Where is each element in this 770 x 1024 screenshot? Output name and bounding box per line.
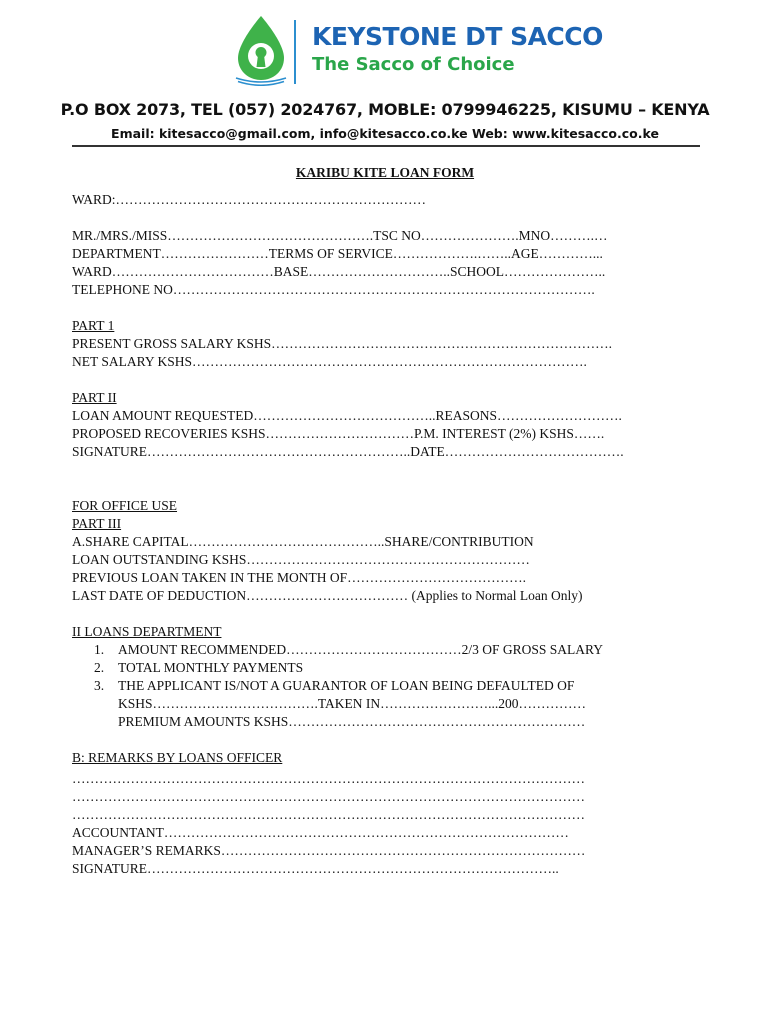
loan-outstanding-field: LOAN OUTSTANDING KSHS……………………………………………………… bbox=[72, 552, 530, 567]
form-title: KARIBU KITE LOAN FORM bbox=[295, 165, 475, 180]
signature-date-field: SIGNATURE…………………………………………………..DATE…………………………………. bbox=[72, 444, 624, 459]
premium-amounts-field: PREMIUM AMOUNTS KSHS………………………………………………………… bbox=[118, 714, 586, 729]
contact-line: P.O BOX 2073, TEL (057) 2024767, MOBLE: 0799946225, KISUMU – KENYA bbox=[60, 100, 710, 119]
monthly-payments-field: TOTAL MONTHLY PAYMENTS bbox=[118, 660, 304, 675]
applicant-section bbox=[72, 227, 712, 299]
email-line: Email: kitesacco@gmail.com, info@kitesacco.co.ke Web: www.kitesacco.co.ke bbox=[111, 126, 659, 141]
list-number: 3. bbox=[94, 678, 105, 693]
office-use-heading: FOR OFFICE USE bbox=[72, 498, 178, 513]
ward-field: WARD:…………………………………………………………… bbox=[72, 192, 426, 207]
amount-recommended-field: AMOUNT RECOMMENDED…………………………………2/3 OF GROSS SALARY bbox=[118, 642, 604, 657]
part2-section bbox=[72, 389, 712, 461]
remarks-heading: B: REMARKS BY LOANS OFFICER bbox=[72, 750, 283, 765]
final-signature-field: SIGNATURE……………………………………………………………………………….. bbox=[72, 861, 559, 876]
org-tagline: The Sacco of Choice bbox=[312, 54, 515, 75]
brand-divider bbox=[294, 20, 296, 84]
list-number: 2. bbox=[94, 660, 105, 675]
gross-salary-field: PRESENT GROSS SALARY KSHS…………………………………………………………………. bbox=[72, 336, 613, 351]
recoveries-field: PROPOSED RECOVERIES KSHS……………………………P.M. INTEREST (2%) KSHS……. bbox=[72, 426, 605, 441]
telephone-field: TELEPHONE NO…………………………………………………………………………………. bbox=[72, 282, 595, 297]
list-item bbox=[72, 677, 712, 695]
manager-remarks-field: MANAGER’S REMARKS……………………………………………………………………… bbox=[72, 843, 586, 858]
remarks-line: …………………………………………………………………………………………………… bbox=[72, 771, 585, 786]
part1-heading: PART 1 bbox=[72, 318, 115, 333]
department-field: DEPARTMENT……………………TERMS OF SERVICE……………….……..AGE…………... bbox=[72, 246, 603, 261]
part3-heading: PART III bbox=[72, 516, 122, 531]
ward-base-school-field: WARD………………………………BASE…………………………..SCHOOL………………….. bbox=[72, 264, 606, 279]
loan-amount-field: LOAN AMOUNT REQUESTED…………………………………..REASONS………………………. bbox=[72, 408, 622, 423]
header-rule bbox=[72, 145, 700, 147]
office-section bbox=[72, 497, 712, 731]
remarks-line: …………………………………………………………………………………………………… bbox=[72, 807, 585, 822]
list-number: 1. bbox=[94, 642, 105, 657]
remarks-line: …………………………………………………………………………………………………… bbox=[72, 789, 585, 804]
kshs-taken-field: KSHS……………………………….TAKEN IN……………………...200…………… bbox=[118, 696, 587, 711]
loans-department-heading: II LOANS DEPARTMENT bbox=[72, 624, 222, 639]
list-item bbox=[72, 659, 712, 677]
previous-loan-field: PREVIOUS LOAN TAKEN IN THE MONTH OF…………………………………. bbox=[72, 570, 527, 585]
form-body bbox=[72, 164, 712, 875]
list-item bbox=[72, 641, 712, 659]
part1-section bbox=[72, 317, 712, 371]
keyhole-drop-icon bbox=[230, 14, 292, 86]
remarks-section bbox=[72, 749, 712, 875]
org-name: KEYSTONE DT SACCO bbox=[312, 22, 603, 51]
share-capital-field: A.SHARE CAPITAL……………………………………..SHARE/CONTRIBUTION bbox=[72, 534, 534, 549]
applicant-name-field: MR./MRS./MISS……………………………………….TSC NO………………….MNO……….… bbox=[72, 228, 608, 243]
net-salary-field: NET SALARY KSHS……………………………………………………………………………. bbox=[72, 354, 587, 369]
guarantor-field: THE APPLICANT IS/NOT A GUARANTOR OF LOAN BEING DEFAULTED OF bbox=[118, 678, 575, 693]
part2-heading: PART II bbox=[72, 390, 117, 405]
last-deduction-field: LAST DATE OF DEDUCTION……………………………… (Applies to Normal Loan Only) bbox=[72, 588, 583, 603]
accountant-field: ACCOUNTANT……………………………………………………………………………… bbox=[72, 825, 569, 840]
